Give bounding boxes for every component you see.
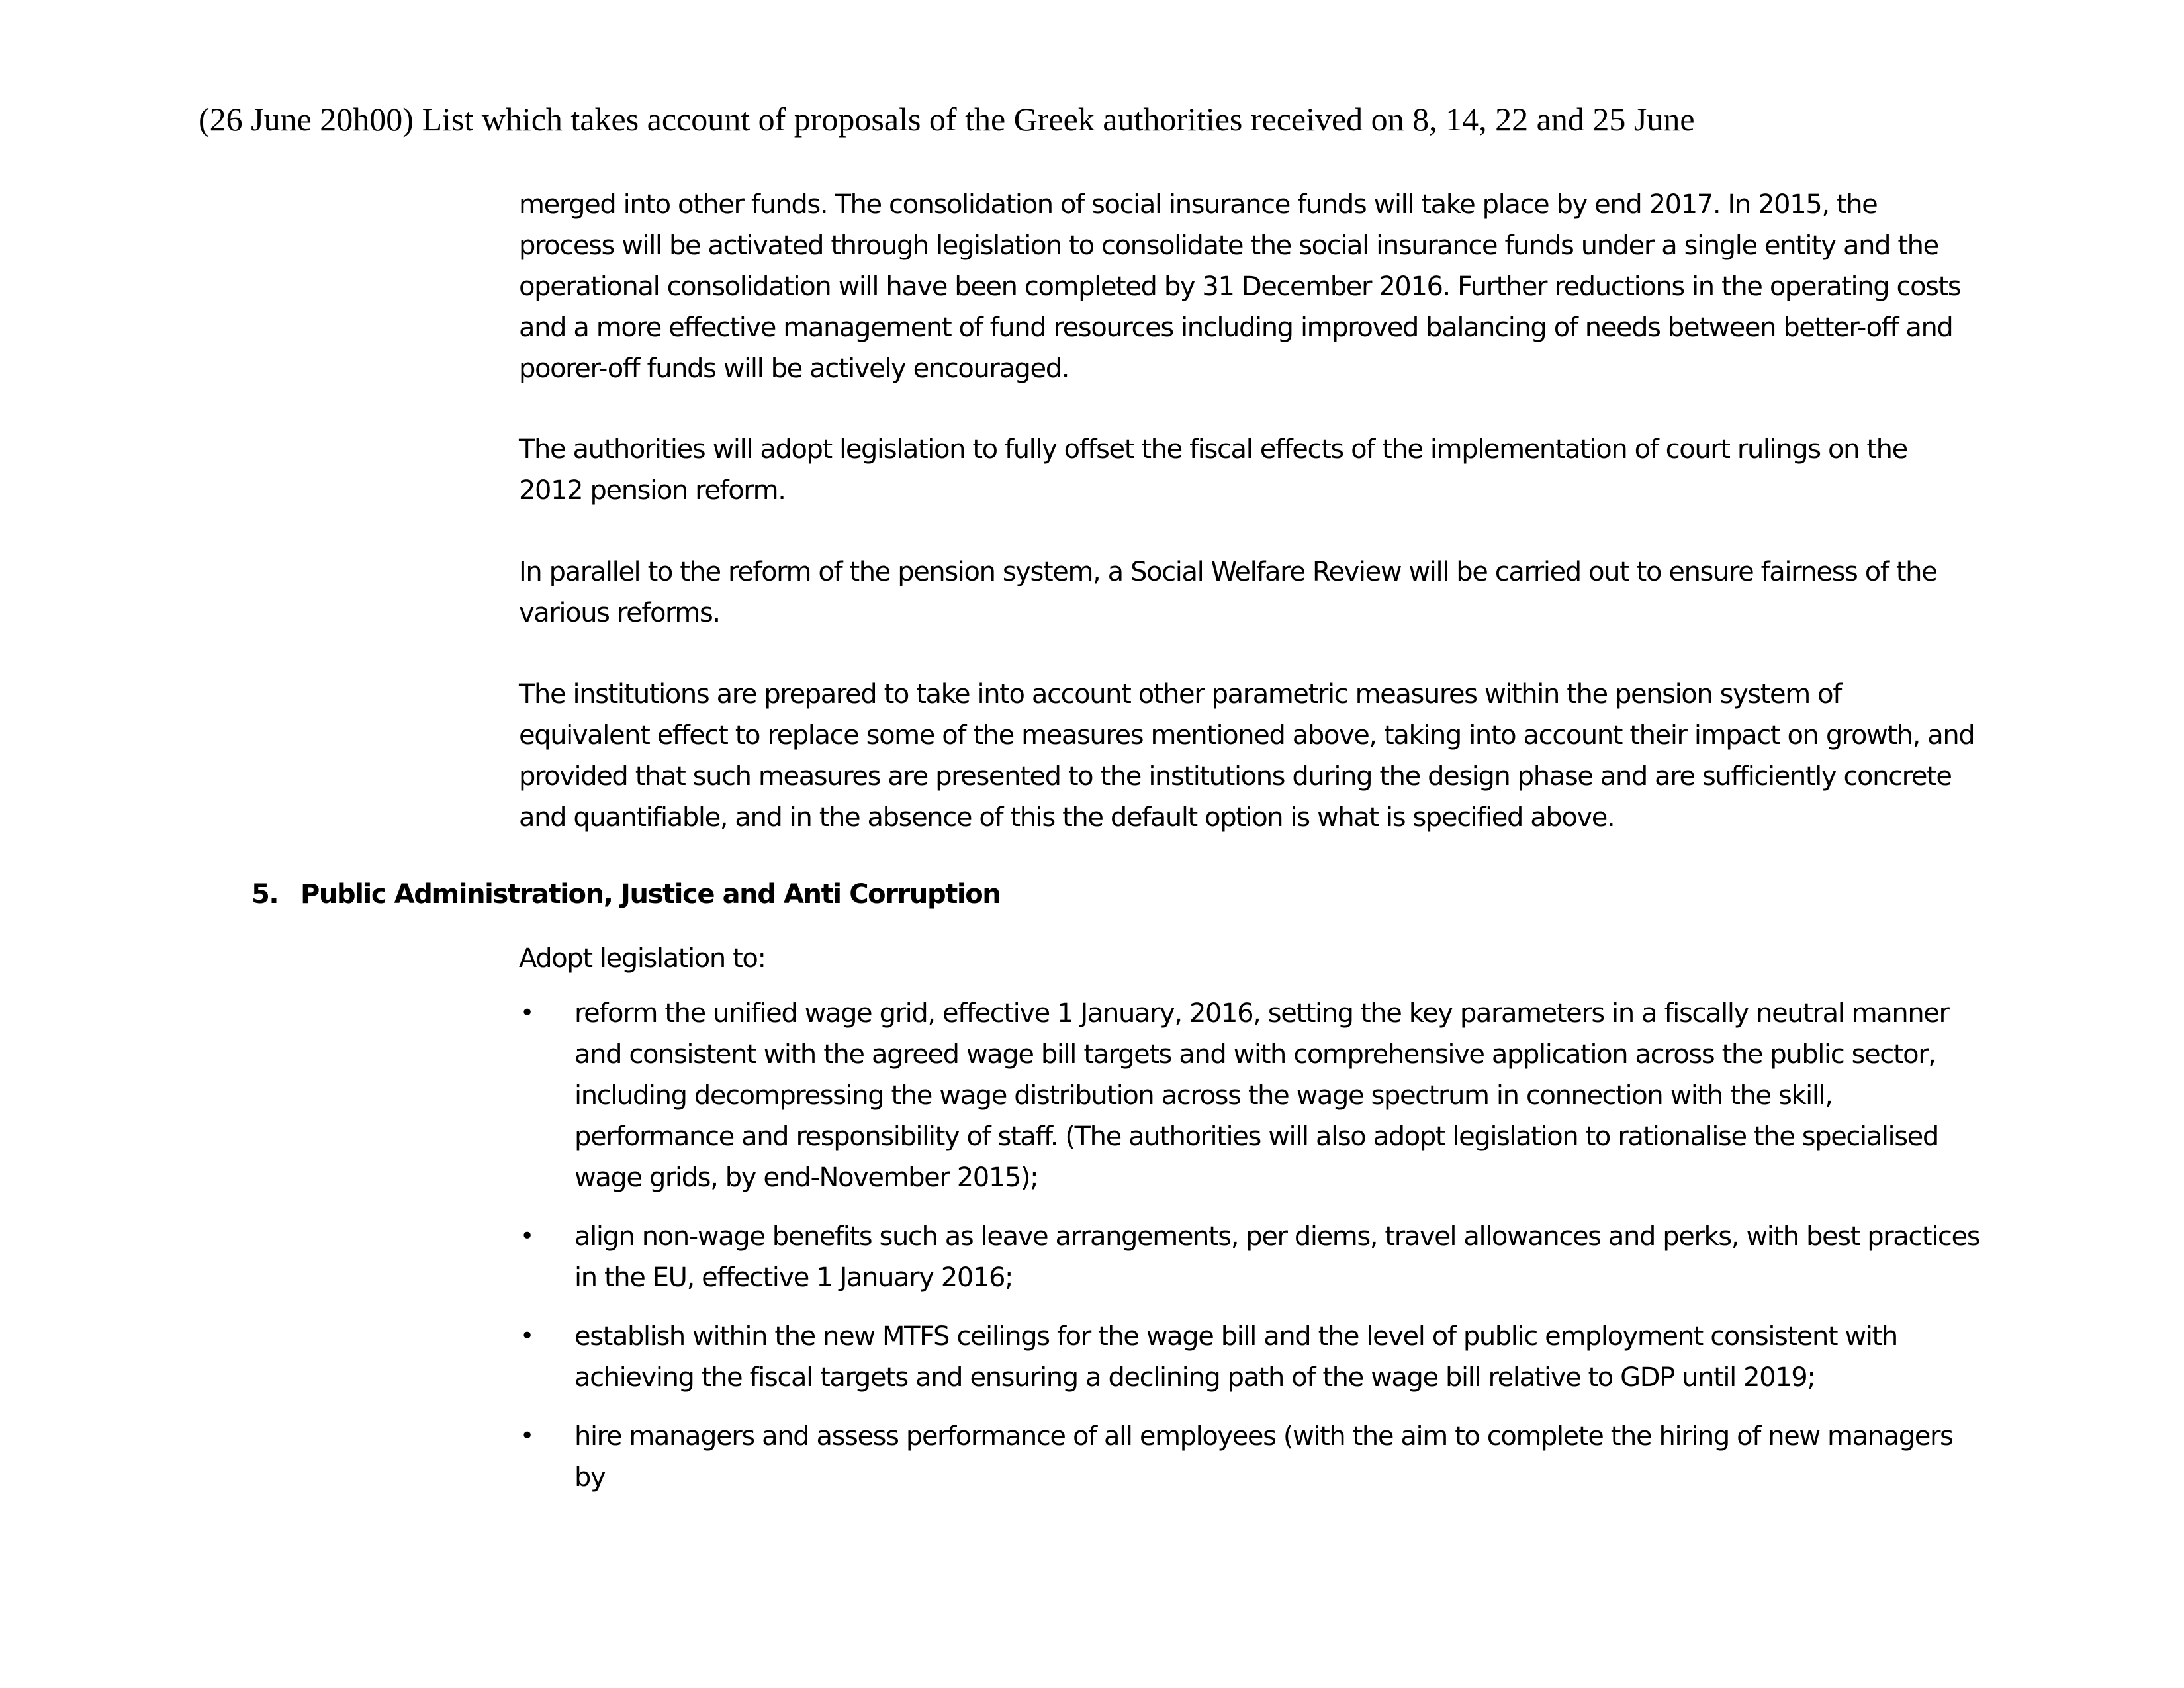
list-item xyxy=(519,1416,1981,1498)
list-item-text: align non-wage benefits such as leave arrangements, per diems, travel allowances and perks, with best practices in the EU, effective 1 January 2016; xyxy=(574,1221,1980,1293)
section-heading xyxy=(251,874,1000,915)
paragraph-social-welfare-review: In parallel to the reform of the pension system, a Social Welfare Review will be carried out to ensure fairness of the various reforms. xyxy=(519,557,1937,628)
list-item-text: reform the unified wage grid, effective 1 January, 2016, setting the key parameters in a fiscally neutral manner and consistent with the agreed wage bill targets and with comprehensive application across the public sector, including decompressing the wage distribution across the wage spectrum in connection with the skill, performance and responsibility of staff. (The authorities will also adopt legislation to rationalise the specialised wage grids, by end-November 2015); xyxy=(574,998,1949,1193)
bullet-list xyxy=(519,993,1981,1516)
bullet-icon: • xyxy=(520,1223,533,1250)
list-item xyxy=(519,1216,1981,1298)
list-item-text: hire managers and assess performance of all employees (with the aim to complete the hiring of new managers by xyxy=(574,1421,1953,1493)
paragraph-parametric-measures: The institutions are prepared to take into account other parametric measures within the pension system of equivalent effect to replace some of the measures mentioned above, taking into account their impact on growth, and provided that such measures are presented to the institutions during the design phase and are sufficiently concrete and quantifiable, and in the absence of this the default option is what is specified above. xyxy=(519,679,1975,833)
section-intro: Adopt legislation to: xyxy=(519,943,766,974)
section-title: Public Administration, Justice and Anti Corruption xyxy=(300,879,1001,910)
paragraph-fund-consolidation: merged into other funds. The consolidation of social insurance funds will take place by end 2017. In 2015, the process will be activated through legislation to consolidate the social insurance funds under a single entity and the operational consolidation will have been completed by 31 December 2016. Further reductions in the operating costs and a more effective management of fund resources including improved balancing of needs between better-off and poorer-off funds will be actively encouraged. xyxy=(519,189,1961,384)
bullet-icon: • xyxy=(520,1000,533,1027)
paragraph-court-rulings: The authorities will adopt legislation to fully offset the fiscal effects of the implementation of court rulings on the 2012 pension reform. xyxy=(519,434,1907,506)
list-item xyxy=(519,1316,1981,1398)
list-item-text: establish within the new MTFS ceilings for the wage bill and the level of public employment consistent with achieving the fiscal targets and ensuring a declining path of the wage bill relative to GDP until 2019; xyxy=(574,1321,1897,1393)
bullet-icon: • xyxy=(520,1323,533,1350)
section-number: 5. xyxy=(251,879,279,910)
bullet-icon: • xyxy=(520,1423,533,1450)
page-header: (26 June 20h00) List which takes account of proposals of the Greek authorities received on 8, 14, 22 and 25 June xyxy=(199,101,1695,138)
list-item xyxy=(519,993,1981,1198)
